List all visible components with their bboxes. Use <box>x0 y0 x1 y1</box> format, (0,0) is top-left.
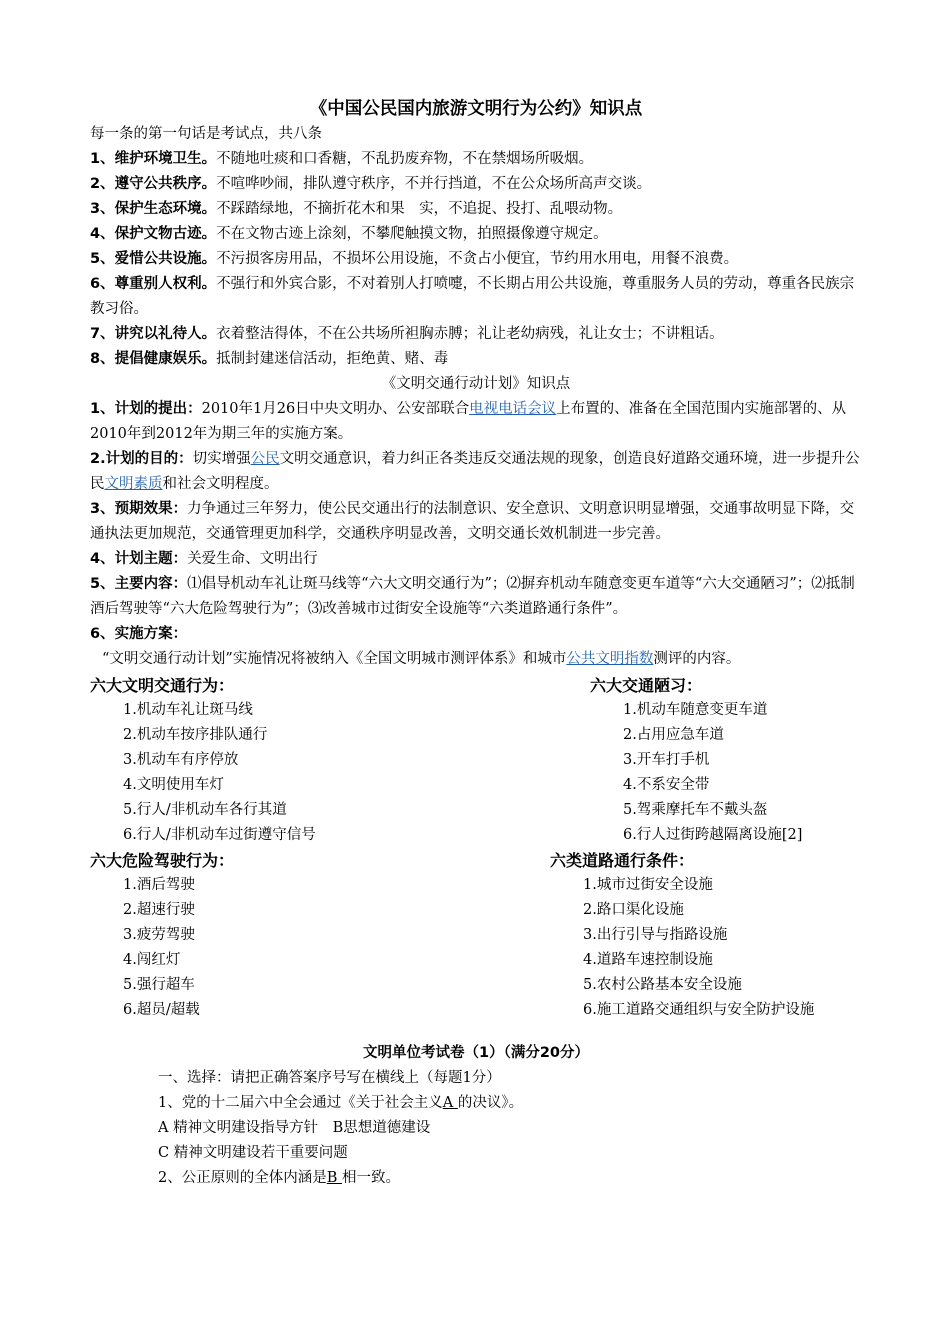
link-public-civility-index[interactable]: 公共文明指数 <box>566 651 654 667</box>
page-title: 《中国公民国内旅游文明行为公约》知识点 <box>309 99 643 119</box>
exam-section <box>90 1041 862 1191</box>
list-item: 1.酒后驾驶 <box>123 877 195 893</box>
list-item: 1.机动车礼让斑马线 <box>123 702 253 718</box>
convention-item <box>90 347 862 372</box>
plan-paragraph-head: 5、主要内容： <box>90 576 188 592</box>
list-dangerous-driving <box>90 848 234 1023</box>
question-text: 相一致。 <box>342 1170 400 1186</box>
link-teleconference[interactable]: 电视电话会议 <box>469 401 557 417</box>
convention-item-head: 4、保护文物古迹。 <box>90 226 217 242</box>
convention-item <box>90 272 862 322</box>
convention-item-head: 5、爱惜公共设施。 <box>90 251 217 267</box>
convention-item <box>90 247 862 272</box>
list-item: 4.闯红灯 <box>123 952 181 968</box>
link-citizen[interactable]: 公民 <box>250 451 280 467</box>
list-bad-habits <box>590 673 802 848</box>
convention-item-head: 2、遵守公共秩序。 <box>90 176 217 192</box>
intro-text: 每一条的第一句话是考试点，共八条 <box>90 126 322 142</box>
convention-item <box>90 147 862 172</box>
list-item: 2.占用应急车道 <box>623 727 724 743</box>
link-civilized-quality[interactable]: 文明素质 <box>104 476 163 492</box>
answer-blank: B <box>326 1170 342 1186</box>
plan-paragraph-head: 2.计划的目的： <box>90 451 193 467</box>
plan-paragraph-head: 6、实施方案： <box>90 626 188 642</box>
plan-paragraph-2 <box>90 447 862 497</box>
convention-item-text: 不踩踏绿地，不摘折花木和果 实，不追捉、投打、乱喂动物。 <box>216 201 623 217</box>
list-title: 六类道路通行条件： <box>550 851 695 870</box>
list-item: 4.道路车速控制设施 <box>583 952 713 968</box>
convention-item-text: 不随地吐痰和口香糖，不乱扔废弃物，不在禁烟场所吸烟。 <box>216 151 594 167</box>
convention-item-text: 不强行和外宾合影，不对着别人打喷嚏，不长期占用公共设施，尊重服务人员的劳动，尊重各民族宗教习俗。 <box>90 276 855 317</box>
plan-text: 文明交通意识，着力纠正各类违反交通法规的现象，创造良好道路交通环境，进一步提升公民 <box>90 451 860 492</box>
plan-paragraph-5 <box>90 572 862 622</box>
list-item: 5.驾乘摩托车不戴头盔 <box>623 802 768 818</box>
list-item: 1.城市过街安全设施 <box>583 877 713 893</box>
list-item: 3.机动车有序停放 <box>123 752 239 768</box>
convention-item <box>90 197 862 222</box>
exam-option: A 精神文明建设指导方针 B思想道德建设 <box>158 1120 431 1136</box>
convention-item-head: 6、尊重别人权利。 <box>90 276 217 292</box>
list-item: 5.强行超车 <box>123 977 195 993</box>
convention-item-text: 不喧哗吵闹，排队遵守秩序，不并行挡道，不在公众场所高声交谈。 <box>216 176 652 192</box>
plan-paragraph-1 <box>90 397 862 447</box>
convention-item-head: 8、提倡健康娱乐。 <box>90 351 217 367</box>
convention-item-head: 1、维护环境卫生。 <box>90 151 217 167</box>
exam-question-2 <box>90 1166 862 1191</box>
traffic-lists <box>90 673 862 1018</box>
list-item: 2.超速行驶 <box>123 902 195 918</box>
plan-text: “文明交通行动计划”实施情况将被纳入《全国文明城市测评体系》和城市 <box>102 651 567 667</box>
plan-text: 和社会文明程度。 <box>162 476 279 492</box>
plan-title: 《文明交通行动计划》知识点 <box>381 376 571 392</box>
question-text: 2、公正原则的全体内涵是 <box>158 1170 327 1186</box>
list-item: 3.疲劳驾驶 <box>123 927 195 943</box>
exam-title: 文明单位考试卷（1）（满分20分） <box>362 1045 590 1061</box>
convention-item-head: 7、讲究以礼待人。 <box>90 326 217 342</box>
list-civilized-behaviors <box>90 673 316 848</box>
list-item: 1.机动车随意变更车道 <box>623 702 768 718</box>
list-item: 3.出行引导与指路设施 <box>583 927 728 943</box>
list-item: 6.施工道路交通组织与安全防护设施 <box>583 1002 815 1018</box>
plan-text: 力争通过三年努力，使公民交通出行的法制意识、安全意识、文明意识明显增强，交通事故明显下降，交通执法更加规范，交通管理更加科学，交通秩序明显改善，文明交通长效机制进一步完善。 <box>90 501 855 542</box>
convention-item <box>90 222 862 247</box>
list-item: 4.不系安全带 <box>623 777 710 793</box>
exam-question-1 <box>90 1091 862 1116</box>
document-page <box>90 96 862 1191</box>
plan-paragraph-4 <box>90 547 862 572</box>
list-title: 六大文明交通行为： <box>90 676 235 695</box>
plan-text: 测评的内容。 <box>653 651 741 667</box>
list-item: 4.文明使用车灯 <box>123 777 224 793</box>
plan-text: 上布置的、准备在全国范围内实施部署的、从2010年到2012年为期三年的实施方案。 <box>90 401 847 442</box>
question-text: 的决议》。 <box>457 1095 524 1111</box>
plan-paragraph-head: 1、计划的提出： <box>90 401 202 417</box>
plan-paragraph-head: 3、预期效果： <box>90 501 188 517</box>
answer-blank: A <box>442 1095 458 1111</box>
plan-paragraph-3 <box>90 497 862 547</box>
list-item: 2.路口渠化设施 <box>583 902 684 918</box>
convention-item <box>90 172 862 197</box>
list-item: 5.行人/非机动车各行其道 <box>123 802 287 818</box>
convention-item-text: 抵制封建迷信活动，拒绝黄、赌、毒 <box>216 351 449 367</box>
convention-item-text: 不在文物古迹上涂刻，不攀爬触摸文物，拍照摄像遵守规定。 <box>216 226 608 242</box>
convention-item-text: 衣着整洁得体，不在公共场所袒胸赤膊；礼让老幼病残，礼让女士；不讲粗话。 <box>216 326 724 342</box>
list-item: 6.超员/超载 <box>123 1002 200 1018</box>
convention-item-text: 不污损客房用品，不损坏公用设施，不贪占小便宜，节约用水用电，用餐不浪费。 <box>216 251 739 267</box>
question-text: 1、党的十二届六中全会通过《关于社会主义 <box>158 1095 443 1111</box>
plan-paragraph-6 <box>90 622 862 647</box>
plan-text: 切实增强 <box>192 451 251 467</box>
plan-text: 关爱生命、文明出行 <box>187 551 318 567</box>
list-item: 3.开车打手机 <box>623 752 710 768</box>
list-item: 6.行人过街跨越隔离设施[2] <box>623 827 803 843</box>
convention-list <box>90 147 862 372</box>
list-title: 六大交通陋习： <box>590 676 703 695</box>
convention-item <box>90 322 862 347</box>
list-item: 5.农村公路基本安全设施 <box>583 977 742 993</box>
list-road-conditions <box>550 848 814 1023</box>
plan-paragraph-6-body <box>90 647 862 672</box>
exam-section-heading: 一、选择：请把正确答案序号写在横线上（每题1分） <box>158 1070 501 1086</box>
exam-option: C 精神文明建设若干重要问题 <box>158 1145 348 1161</box>
list-title: 六大危险驾驶行为： <box>90 851 235 870</box>
list-item: 2.机动车按序排队通行 <box>123 727 268 743</box>
plan-text: ⑴倡导机动车礼让斑马线等“六大文明交通行为”；⑵摒弃机动车随意变更车道等“六大交通陋习”；⑵抵制酒后驾驶等“六大危险驾驶行为”；⑶改善城市过街安全设施等“六类道路通行条件”。 <box>90 576 855 617</box>
plan-text: 2010年1月26日中央文明办、公安部联合 <box>201 401 470 417</box>
list-item: 6.行人/非机动车过街遵守信号 <box>123 827 316 843</box>
plan-paragraph-head: 4、计划主题： <box>90 551 188 567</box>
convention-item-head: 3、保护生态环境。 <box>90 201 217 217</box>
